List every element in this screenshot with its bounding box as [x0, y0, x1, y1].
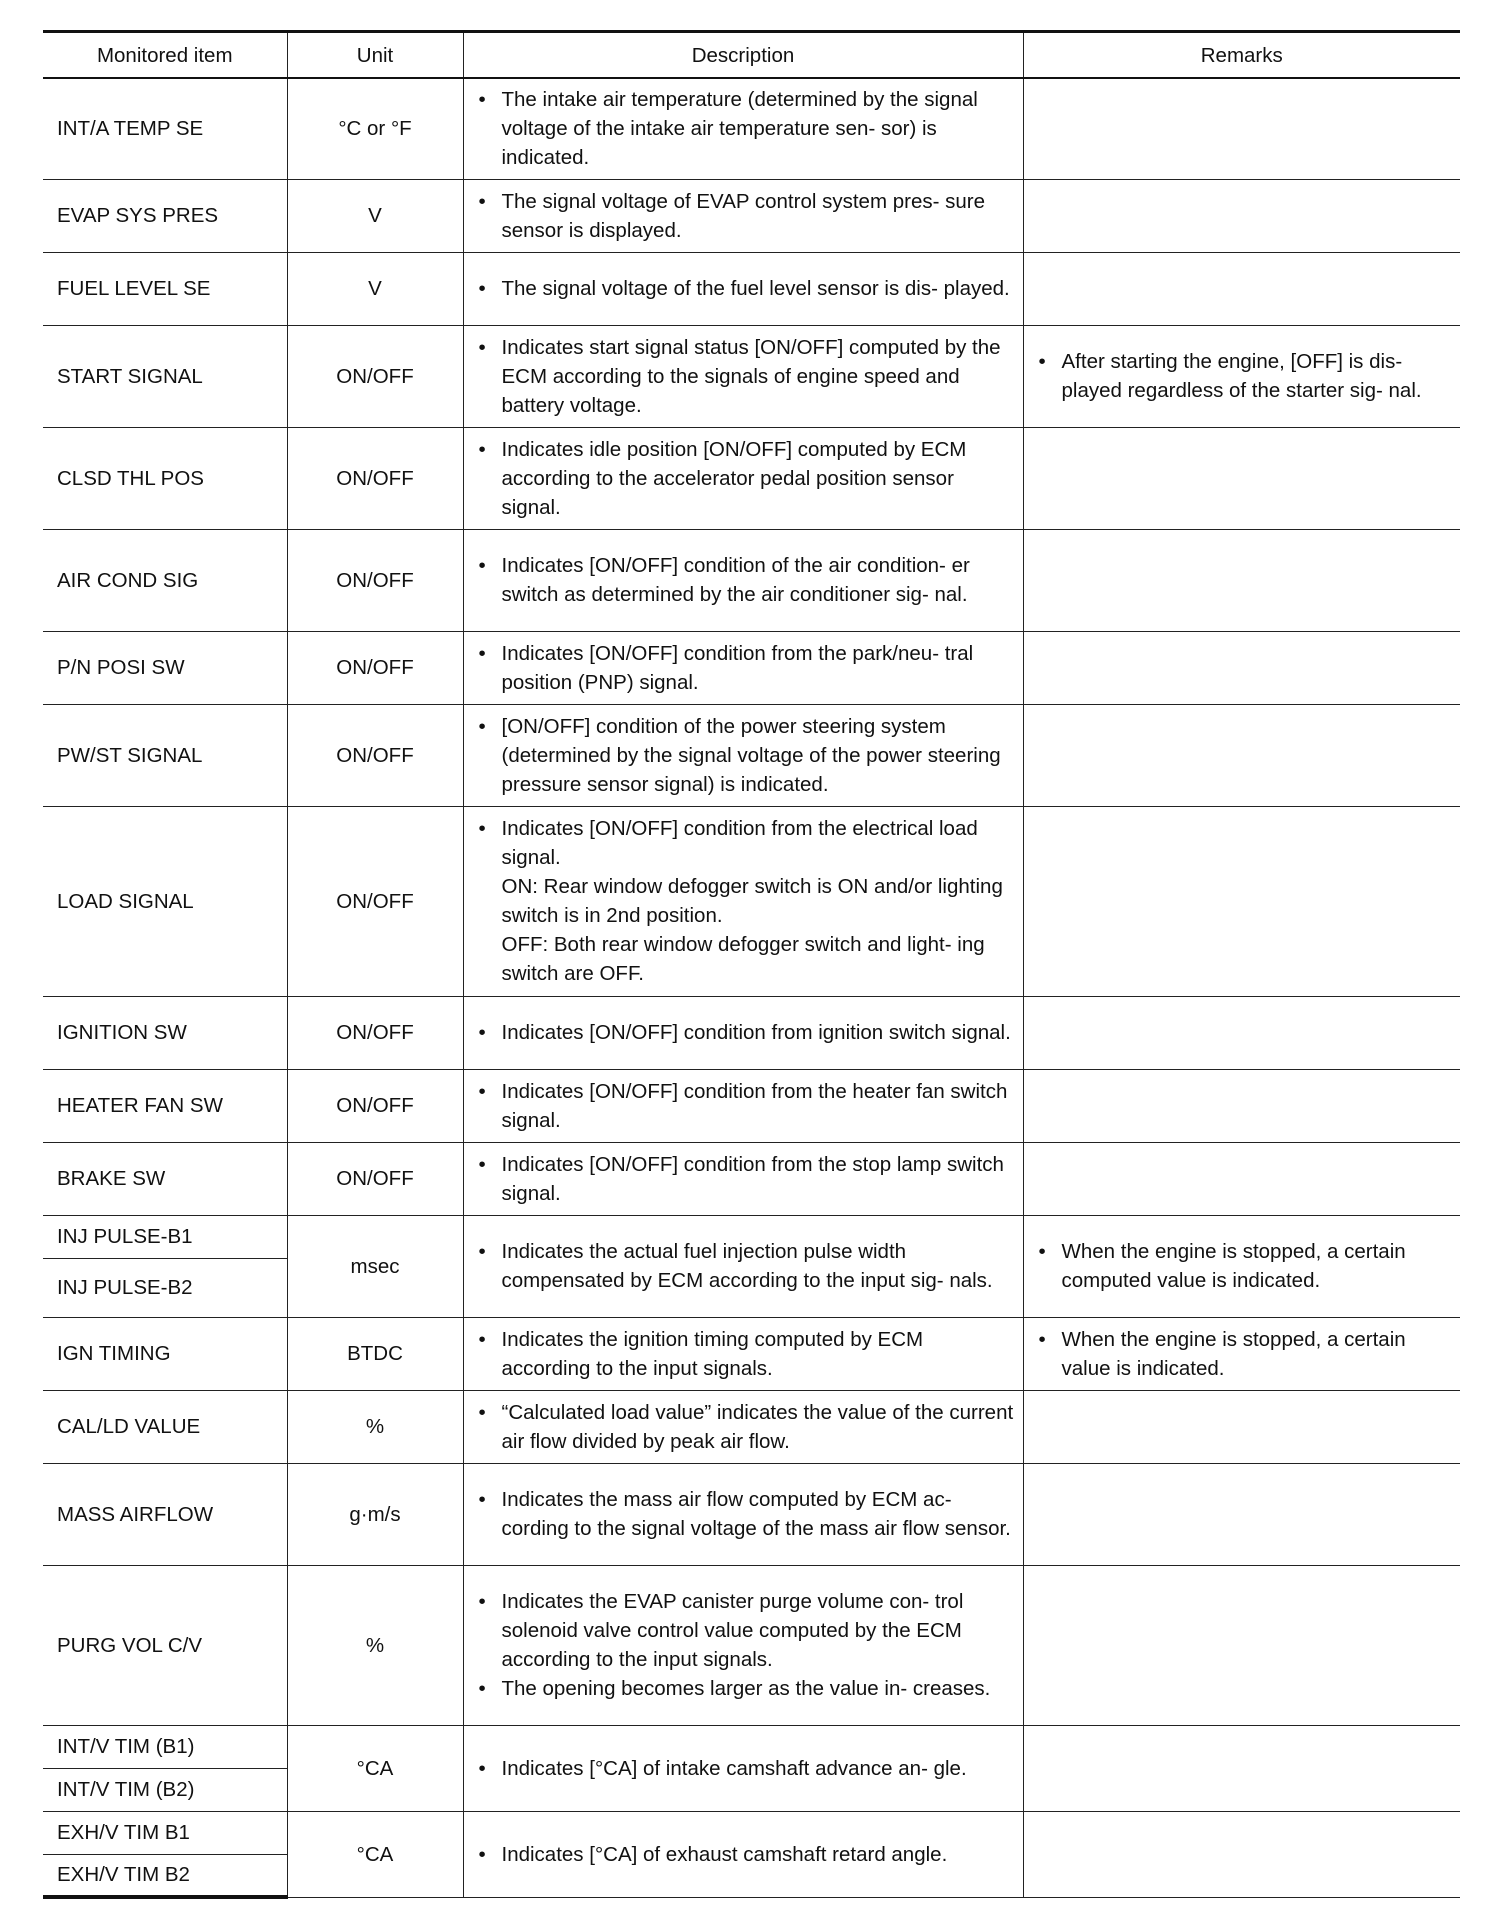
description-cell	[463, 1390, 1023, 1463]
unit-cell: BTDC	[287, 1317, 463, 1390]
item-cell: FUEL LEVEL SE	[43, 252, 287, 325]
table-row	[43, 1463, 1460, 1565]
header-row	[43, 32, 1460, 79]
description-bullet: • Indicates [°CA] of exhaust camshaft retard angle.	[478, 1840, 1017, 1869]
item-cell: EVAP SYS PRES	[43, 179, 287, 252]
item-cell: MASS AIRFLOW	[43, 1463, 287, 1565]
description-cell	[463, 1069, 1023, 1142]
description-bullet: • Indicates [ON/OFF] condition from the heater fan switch signal.	[478, 1077, 1017, 1135]
unit-cell: ON/OFF	[287, 1069, 463, 1142]
description-bullet: • Indicates [ON/OFF] condition from the electrical load signal.	[478, 814, 1017, 872]
description-cell	[463, 1215, 1023, 1317]
item-cell: CLSD THL POS	[43, 427, 287, 529]
description-cell	[463, 325, 1023, 427]
remarks-cell	[1023, 996, 1460, 1069]
remarks-cell	[1023, 1142, 1460, 1215]
table-row	[43, 1215, 1460, 1258]
table-row	[43, 631, 1460, 704]
description-on-text: ON: Rear window defogger switch is ON and/or lighting switch is in 2nd position.	[501, 875, 1003, 927]
item-cell: START SIGNAL	[43, 325, 287, 427]
description-bullet: • Indicates [ON/OFF] condition from ignition switch signal.	[478, 1018, 1017, 1047]
unit-cell: %	[287, 1565, 463, 1725]
table-row	[43, 1317, 1460, 1390]
description-bullet: • Indicates start signal status [ON/OFF] computed by the ECM according to the signals of engine speed and battery voltage.	[478, 333, 1017, 420]
remarks-cell	[1023, 1069, 1460, 1142]
item-cell: INJ PULSE-B1	[43, 1215, 287, 1258]
table-row	[43, 704, 1460, 806]
remarks-cell	[1023, 806, 1460, 996]
description-bullet: • Indicates [ON/OFF] condition of the air condition- er switch as determined by the air conditioner sig- nal.	[478, 551, 1017, 609]
unit-cell: ON/OFF	[287, 996, 463, 1069]
remarks-cell	[1023, 325, 1460, 427]
unit-cell: °CA	[287, 1811, 463, 1897]
item-cell: INT/A TEMP SE	[43, 78, 287, 179]
table-row	[43, 1565, 1460, 1725]
description-bullet: • Indicates the EVAP canister purge volume con- trol solenoid valve control value computed by the ECM according to the input signals.	[478, 1587, 1017, 1674]
table-row	[43, 1725, 1460, 1768]
unit-cell: °C or °F	[287, 78, 463, 179]
description-cell	[463, 1565, 1023, 1725]
remarks-cell	[1023, 179, 1460, 252]
description-cell	[463, 529, 1023, 631]
remarks-cell	[1023, 1215, 1460, 1317]
description-cell	[463, 179, 1023, 252]
remarks-cell	[1023, 1725, 1460, 1811]
item-cell: INJ PULSE-B2	[43, 1258, 287, 1317]
description-bullet: • Indicates idle position [ON/OFF] computed by ECM according to the accelerator pedal position sensor signal.	[478, 435, 1017, 522]
description-off-text: OFF: Both rear window defogger switch and light- ing switch are OFF.	[501, 933, 985, 985]
unit-cell: ON/OFF	[287, 806, 463, 996]
description-bullet: • Indicates [ON/OFF] condition from the stop lamp switch signal.	[478, 1150, 1017, 1208]
description-cell	[463, 1463, 1023, 1565]
remark-bullet: • When the engine is stopped, a certain computed value is indicated.	[1038, 1237, 1455, 1295]
item-cell: AIR COND SIG	[43, 529, 287, 631]
unit-cell: ON/OFF	[287, 1142, 463, 1215]
description-bullet: • Indicates the ignition timing computed by ECM according to the input signals.	[478, 1325, 1017, 1383]
unit-cell: ON/OFF	[287, 704, 463, 806]
remark-bullet: • When the engine is stopped, a certain value is indicated.	[1038, 1325, 1455, 1383]
description-cell	[463, 1142, 1023, 1215]
item-cell: PW/ST SIGNAL	[43, 704, 287, 806]
table-row	[43, 427, 1460, 529]
remarks-cell	[1023, 1811, 1460, 1897]
table-row	[43, 1811, 1460, 1854]
description-bullet: • The intake air temperature (determined by the signal voltage of the intake air temperature sen- sor) is indicated.	[478, 85, 1017, 172]
remarks-cell	[1023, 78, 1460, 179]
unit-cell: ON/OFF	[287, 427, 463, 529]
remarks-cell	[1023, 631, 1460, 704]
header-unit: Unit	[287, 32, 463, 79]
remarks-cell	[1023, 1317, 1460, 1390]
remark-bullet: • After starting the engine, [OFF] is dis- played regardless of the starter sig- nal.	[1038, 347, 1455, 405]
header-monitored-item: Monitored item	[43, 32, 287, 79]
description-cell	[463, 78, 1023, 179]
table-row	[43, 179, 1460, 252]
item-cell: CAL/LD VALUE	[43, 1390, 287, 1463]
item-cell: INT/V TIM (B2)	[43, 1768, 287, 1811]
item-cell: PURG VOL C/V	[43, 1565, 287, 1725]
unit-cell: V	[287, 179, 463, 252]
unit-cell: ON/OFF	[287, 529, 463, 631]
remarks-cell	[1023, 1390, 1460, 1463]
item-cell: BRAKE SW	[43, 1142, 287, 1215]
item-cell: IGNITION SW	[43, 996, 287, 1069]
description-cell	[463, 427, 1023, 529]
item-cell: INT/V TIM (B1)	[43, 1725, 287, 1768]
table-row	[43, 252, 1460, 325]
description-cell	[463, 1811, 1023, 1897]
unit-cell: %	[287, 1390, 463, 1463]
table-row	[43, 806, 1460, 996]
item-cell: P/N POSI SW	[43, 631, 287, 704]
header-remarks: Remarks	[1023, 32, 1460, 79]
unit-cell: g·m/s	[287, 1463, 463, 1565]
remarks-cell	[1023, 252, 1460, 325]
item-cell: LOAD SIGNAL	[43, 806, 287, 996]
item-cell: EXH/V TIM B2	[43, 1854, 287, 1897]
monitor-item-table	[43, 30, 1460, 1899]
table-row	[43, 325, 1460, 427]
item-cell: HEATER FAN SW	[43, 1069, 287, 1142]
description-bullet: • The signal voltage of the fuel level sensor is dis- played.	[478, 274, 1017, 303]
item-cell: IGN TIMING	[43, 1317, 287, 1390]
description-bullet: • [ON/OFF] condition of the power steering system (determined by the signal voltage of the power steering pressure sensor signal) is indicated.	[478, 712, 1017, 799]
unit-cell: ON/OFF	[287, 631, 463, 704]
description-cell	[463, 631, 1023, 704]
remarks-cell	[1023, 427, 1460, 529]
description-bullet: • Indicates [ON/OFF] condition from the park/neu- tral position (PNP) signal.	[478, 639, 1017, 697]
unit-cell: msec	[287, 1215, 463, 1317]
description-bullet: • Indicates the mass air flow computed by ECM ac- cording to the signal voltage of the mass air flow sensor.	[478, 1485, 1017, 1543]
description-bullet: • The opening becomes larger as the value in- creases.	[478, 1674, 1017, 1703]
description-cell	[463, 1725, 1023, 1811]
table-row	[43, 1142, 1460, 1215]
table-row	[43, 1390, 1460, 1463]
remarks-cell	[1023, 1565, 1460, 1725]
table-row	[43, 1069, 1460, 1142]
description-cell	[463, 1317, 1023, 1390]
table-row	[43, 78, 1460, 179]
description-bullet: • Indicates [°CA] of intake camshaft advance an- gle.	[478, 1754, 1017, 1783]
description-bullet: • Indicates the actual fuel injection pulse width compensated by ECM according to the input sig- nals.	[478, 1237, 1017, 1295]
remarks-cell	[1023, 529, 1460, 631]
description-cell	[463, 252, 1023, 325]
remarks-cell	[1023, 704, 1460, 806]
table-row	[43, 996, 1460, 1069]
unit-cell: ON/OFF	[287, 325, 463, 427]
description-cell	[463, 806, 1023, 996]
description-cell	[463, 996, 1023, 1069]
description-cell	[463, 704, 1023, 806]
remarks-cell	[1023, 1463, 1460, 1565]
table-row	[43, 529, 1460, 631]
unit-cell: V	[287, 252, 463, 325]
unit-cell: °CA	[287, 1725, 463, 1811]
item-cell: EXH/V TIM B1	[43, 1811, 287, 1854]
description-bullet: • “Calculated load value” indicates the value of the current air flow divided by peak air flow.	[478, 1398, 1017, 1456]
description-bullet: • The signal voltage of EVAP control system pres- sure sensor is displayed.	[478, 187, 1017, 245]
header-description: Description	[463, 32, 1023, 79]
